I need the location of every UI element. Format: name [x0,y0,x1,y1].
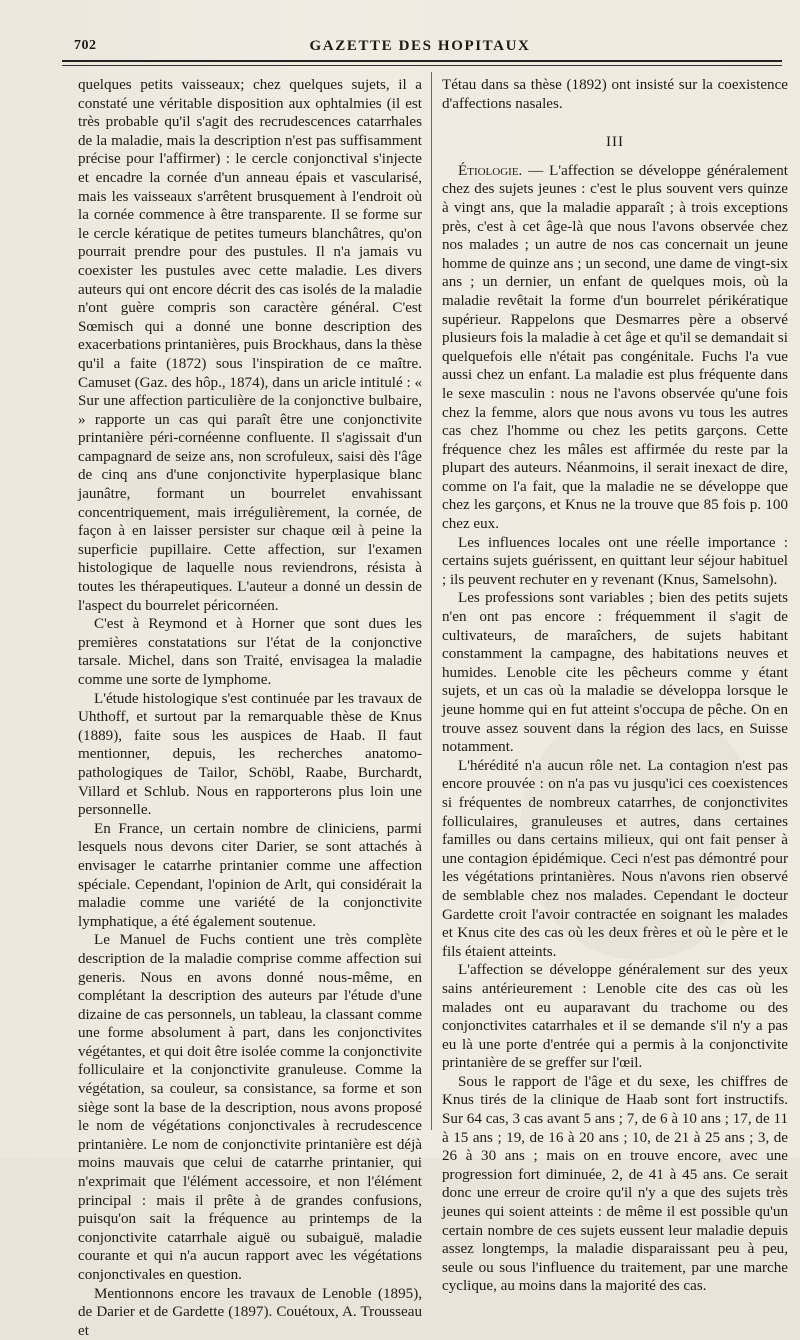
page-number: 702 [74,38,97,53]
header-rule-thin [62,65,782,66]
paragraph: L'étude histologique s'est continuée par les travaux de Uhthoff, et surtout par la remarquable thèse de Knus (1889), faite sous les auspices de Haab. Il faut mentionner, depuis, les recherches anatomo-pathologiques de Tailor, Schöbl, Raabe, Burchardt, Villard et Schlub. Nous en rapporterons plus loin une personnelle. [78,690,422,819]
paragraph: L'hérédité n'a aucun rôle net. La contagion n'est pas encore prouvée : on n'a pas vu jusqu'ici ces coexistences si fréquentes de nombreux catarrhes, de conjonctivites folliculaires, granuleuses et autres, dans certaines familles ou dans certains milieux, qui ont fait penser à une contagion épidémique. Ceci n'est pas démontré pour les végétations printanières. Nous n'avons rien observé de semblable chez nos malades. Cependant le docteur Gardette croit l'avoir contractée en soignant les malades et Knus cite des cas où les deux frères et où le père et le fils étaient atteints. [442,757,788,960]
right-column [442,76,788,1296]
paragraph: L'affection se développe généralement sur des yeux sains antérieurement : Lenoble cite des cas où les malades ont eu auparavant du trachome ou des conjonctivites catarrhales et il se demande s'il n'y a pas eu là une porte d'entrée qui a permis à la conjonctivite printanière de se greffer sur l'œil. [442,962,788,1072]
paragraph: Le Manuel de Fuchs contient une très complète description de la maladie comprise comme affection sui generis. Nous en avons donné nous-même, en complétant la description des auteurs par l'étude d'une dizaine de cas personnels, un tableau, la classant comme une forme absolument à part, dans les conjonctivites végétantes, et qui doit être isolée comme la conjonctivite folliculaire et la conjonctivite granuleuse. Comme la végétation, sa couleur, sa consistance, sa forme et son siège sont la base de la description, nous avons proposé le nom de végétations conjonctivales à recrudescence printanière. Le nom de conjonctivite printanière est déjà moins mauvais que celui de catarrhe printanier, qui n'exprimait que l'élément accessoire, et non l'élément principal : mais il prête à de grandes confusions, puisqu'on sait la fréquence au printemps de la conjonctivite catarrhale aiguë ou subaiguë, maladie courante et qui n'a aucun rapport avec les végétations conjonctivales en question. [78,932,422,1283]
journal-title: GAZETTE DES HOPITAUX [309,38,531,54]
paragraph: Les influences locales ont une réelle importance : certains sujets guérissent, en quittant leur séjour habituel ; ils peuvent rechuter en y revenant (Knus, Samelsohn). [442,534,788,588]
etiologie-text: — L'affection se développe généralement chez des sujets jeunes : c'est le plus souvent vers quinze à vingt ans, que la maladie apparaît ; à trois exceptions près, c'est à cet âge-là que nous l'avons observée chez nos malades ; un autre de nos cas concernait un jeune homme de quinze ans ; un second, une dame de vingt-six ans ; un dernier, un enfant de quelques mois, où la maladie revêtait la forme d'un bourrelet périkératique supérieur. Rappelons que Desmarres père a observé plusieurs fois la maladie à cet âge et qu'il se demandait si quelquefois elle n'était pas congénitale. Fuchs l'a vue aussi chez un enfant. La maladie est plus fréquente dans le sexe masculin : nous ne l'avons observée qu'une fois chez la femme, alors que nous avons vu tous les autres cas chez l'homme ou chez les petits garçons. Cette fréquence chez les mâles est affirmée du reste par la plupart des auteurs. Néanmoins, il serait inexact de dire, comme on l'a fait, que la maladie ne se développe que chez les garçons, et Knus ne la trouve que 85 fois p. 100 chez eux. [442,162,788,533]
paragraph: Tétau dans sa thèse (1892) ont insisté sur la coexistence d'affections nasales. [442,77,788,112]
etiologie-label: Étiologie. [458,162,523,179]
header-rule-thick [62,60,782,62]
paragraph: C'est à Reymond et à Horner que sont dues les premières constatations sur l'état de la conjonctive tarsale. Michel, dans son Traité, envisagea la maladie comme une sorte de lymphome. [78,616,422,688]
paragraph: Les professions sont variables ; bien des petits sujets n'en ont pas encore : fréquemment il s'agit de cultivateurs, de maraîchers, de sujets habitant constamment la campagne, des habitations neuves et humides. Lenoble cite les pêcheurs comme y étant sujets, et un cas où la maladie se développa lorsque le jeune homme qui en fut atteint s'occupa de pêche. On en trouve assez souvent dans la région des lacs, en Suisse notamment. [442,590,788,756]
paragraph: En France, un certain nombre de cliniciens, parmi lesquels nous devons citer Darier, se sont attachés à envisager le catarrhe printanier comme une affection spéciale. Cependant, l'opinion de Arlt, qui considérait la maladie comme une variété de la conjonctivite lymphatique, a été également soutenue. [78,820,422,930]
section-number: III [606,134,624,151]
page-header [60,36,780,58]
paragraph-etiologie [442,162,788,534]
column-divider [431,72,432,1130]
paragraph: Mentionnons encore les travaux de Lenoble (1895), de Darier et de Gardette (1897). Couétoux, A. Trousseau et [78,1285,422,1339]
paragraph: quelques petits vaisseaux; chez quelques sujets, il a constaté une véritable disposition aux ophtalmies (il est très probable qu'il s'agit des recrudescences catarrhales de la maladie, mais la description n'est pas suffisamment précise pour l'affirmer) : le cercle conjonctival s'injecte et encadre la cornée d'un anneau épais et vascularisé, mais les vaisseaux s'arrêtent brusquement à l'endroit où la cornée commence à être transparente. Il se forme sur le cercle kératique de petites tumeurs blanchâtres, qu'on pourrait prendre pour des pustules. Il n'a jamais vu coexister les pustules avec cette maladie. Les divers auteurs qui ont encore décrit des cas isolés de la maladie n'ont guère compris son caractère général. C'est Sœmisch qui a donné une bonne description des exacerbations printanières, puis Brockhaus, dans la thèse qu'il a faite (1872) sous l'inspiration de ce maître. Camuset (Gaz. des hôp., 1874), dans un aricle intitulé : « Sur une affection particulière de la conjonctive bulbaire, » rapporte un cas qui paraît être une conjonctivite printanière péri-cornéenne confluente. Il s'agissait d'un campagnard de seize ans, non scrofuleux, saisi dès l'âge de cinq ans d'une conjonctivite hyperplasique blanc jaunâtre, formant un bourrelet envahissant concentriquement, mais irrégulièrement, la cornée, de façon à en laisser persister sur chaque œil à peine la superficie pupillaire. Cette affection, sur l'examen histologique de laquelle nous reviendrons, résista à toutes les thérapeutiques. L'auteur a donné un dessin de l'aspect du bourrelet péricornéen. [78,77,422,614]
left-column [78,76,422,1340]
paragraph: Sous le rapport de l'âge et du sexe, les chiffres de Knus tirés de la clinique de Haab sont fort instructifs. Sur 64 cas, 3 cas avant 5 ans ; 7, de 6 à 10 ans ; 17, de 11 à 15 ans ; 19, de 16 à 20 ans ; 10, de 21 à 25 ans ; 3, de 26 à 30 ans ; mais on en trouve encore, avec une progression fort diminuée, 2, de 41 à 45 ans. Ce serait donc une erreur de croire qu'il n'y a que des sujets très jeunes qui soient atteints : de même il est possible qu'un certain nombre de ces sujets eussent leur maladie depuis assez longtemps, la maladie disparaissant peu à peu, seule ou sous l'influence du traitement, par une marche cyclique, au moins dans la majorité des cas. [442,1073,788,1295]
